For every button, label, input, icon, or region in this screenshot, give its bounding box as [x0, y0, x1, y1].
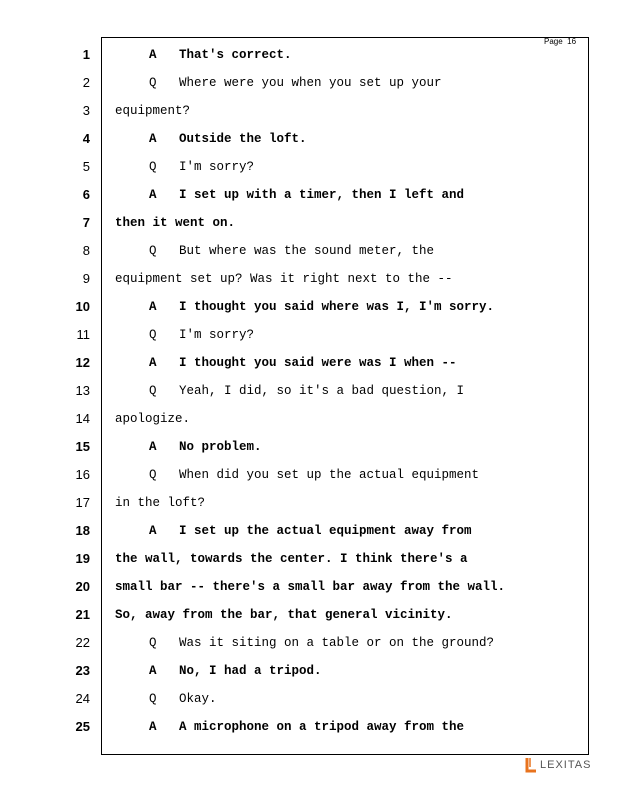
- line-number: 25: [75, 719, 90, 734]
- line-number: 13: [75, 383, 90, 398]
- line-number: 12: [75, 355, 90, 370]
- transcript-line: Q Okay.: [149, 692, 217, 706]
- line-number: 6: [82, 187, 90, 202]
- transcript-line: Q Where were you when you set up your: [149, 76, 442, 90]
- line-number: 21: [75, 607, 90, 622]
- line-number: 7: [82, 215, 90, 230]
- line-number: 4: [82, 131, 90, 146]
- transcript-line: equipment set up? Was it right next to the --: [115, 272, 453, 286]
- line-number: 11: [76, 327, 90, 342]
- transcript-line: A I thought you said were was I when --: [149, 356, 457, 370]
- transcript-line: the wall, towards the center. I think there's a: [115, 552, 468, 566]
- line-number: 2: [82, 75, 90, 90]
- transcript-line: equipment?: [115, 104, 191, 118]
- logo-text: LEXITAS: [540, 759, 592, 771]
- transcript-line: Q Yeah, I did, so it's a bad question, I: [149, 384, 465, 398]
- transcript-line: then it went on.: [115, 216, 236, 230]
- line-number: 15: [75, 439, 90, 454]
- line-number: 3: [82, 103, 90, 118]
- line-number: 17: [75, 495, 90, 510]
- line-number: 1: [82, 47, 90, 62]
- transcript-line: Q I'm sorry?: [149, 328, 255, 342]
- line-number: 22: [75, 635, 90, 650]
- line-number: 16: [75, 467, 90, 482]
- transcript-line: A No, I had a tripod.: [149, 664, 322, 678]
- transcript-line: Q I'm sorry?: [149, 160, 255, 174]
- transcript-line: small bar -- there's a small bar away from the wall.: [115, 580, 506, 594]
- transcript-line: A Outside the loft.: [149, 132, 307, 146]
- transcript-line: A I thought you said where was I, I'm sorry.: [149, 300, 495, 314]
- transcript-line: apologize.: [115, 412, 191, 426]
- transcript-line: A I set up with a timer, then I left and: [149, 188, 465, 202]
- line-number: 19: [75, 551, 90, 566]
- line-number: 24: [75, 691, 90, 706]
- line-number: 18: [75, 523, 90, 538]
- transcript-line: Q But where was the sound meter, the: [149, 244, 435, 258]
- transcript-line: Q When did you set up the actual equipment: [149, 468, 480, 482]
- transcript-line: in the loft?: [115, 496, 206, 510]
- line-number: 8: [82, 243, 90, 258]
- line-number: 9: [82, 271, 90, 286]
- lexitas-logo: [525, 756, 591, 774]
- transcript-line: Q Was it siting on a table or on the ground?: [149, 636, 495, 650]
- transcript-line: So, away from the bar, that general vicinity.: [115, 608, 453, 622]
- line-number: 5: [82, 159, 90, 174]
- transcript-line: A That's correct.: [149, 48, 292, 62]
- line-number: 23: [75, 663, 90, 678]
- line-number: 14: [75, 411, 90, 426]
- lexitas-logo-icon: [525, 757, 537, 773]
- page-number: [544, 37, 576, 46]
- transcript-line: A I set up the actual equipment away from: [149, 524, 472, 538]
- page-number-value: 16: [567, 37, 577, 46]
- page-label: Page: [544, 37, 563, 46]
- line-number: 20: [75, 579, 90, 594]
- transcript-line: A A microphone on a tripod away from the: [149, 720, 465, 734]
- transcript-line: A No problem.: [149, 440, 262, 454]
- line-number: 10: [75, 299, 90, 314]
